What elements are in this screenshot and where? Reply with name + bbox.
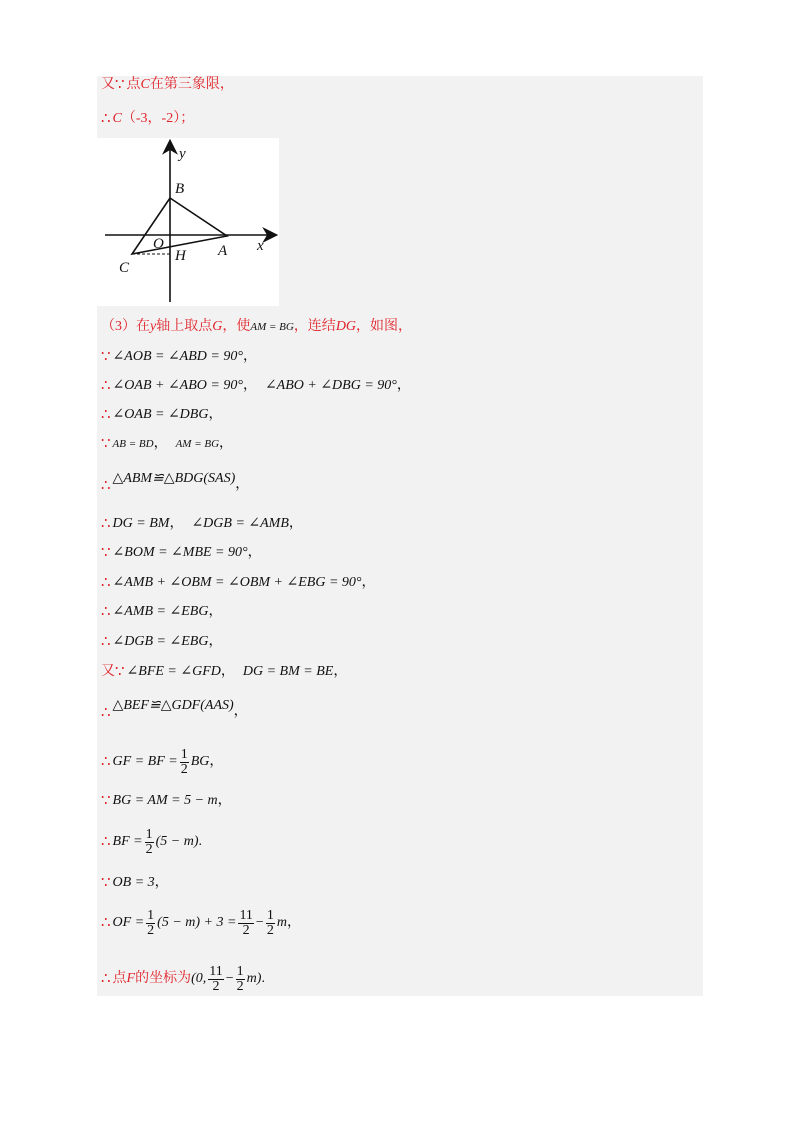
fraction — [180, 748, 189, 777]
equation: m — [276, 915, 287, 930]
fraction — [238, 909, 253, 938]
var: DG — [335, 319, 357, 334]
therefore-symbol: ∴ — [101, 754, 111, 770]
equation: ∠DGB = ∠EBG — [112, 634, 209, 649]
text: ，使 — [222, 319, 251, 334]
numerator: 1 — [266, 907, 274, 923]
denominator: 2 — [147, 922, 155, 938]
label-b: B — [175, 181, 185, 197]
denominator: 2 — [236, 978, 244, 994]
numerator: 1 — [180, 746, 188, 762]
punct: ， — [235, 477, 250, 492]
punct: ， — [220, 664, 235, 679]
line-19 — [101, 874, 169, 892]
punct: ， — [286, 915, 301, 930]
equation: ∠DGB = ∠AMB — [191, 516, 289, 531]
line-1 — [101, 76, 234, 94]
punct: ， — [333, 664, 348, 679]
label-a: A — [218, 243, 228, 259]
fraction — [146, 909, 155, 938]
equation: ∠AMB = ∠EBG — [112, 604, 209, 619]
triangle-diagram — [97, 138, 279, 306]
label-x: x — [257, 238, 264, 254]
denominator: 2 — [145, 841, 153, 857]
text: 点 — [112, 971, 127, 986]
fraction — [145, 828, 154, 857]
line-13 — [101, 633, 222, 651]
punct: ， — [288, 516, 303, 531]
therefore-symbol: ∴ — [101, 971, 111, 987]
therefore-symbol: ∴ — [101, 516, 111, 532]
punct: ， — [219, 436, 234, 451]
text: 又 — [101, 77, 115, 92]
denominator: 2 — [180, 761, 188, 777]
therefore-symbol: ∴ — [101, 634, 111, 650]
label-h: H — [175, 248, 186, 264]
because-symbol: ∵ — [101, 875, 111, 891]
equation: ∠OAB = ∠DBG — [112, 407, 209, 422]
punct: ， — [169, 516, 184, 531]
therefore-symbol: ∴ — [101, 111, 111, 127]
equation: ∠OAB + ∠ABO = 90° — [112, 378, 243, 393]
therefore-symbol: ∴ — [101, 604, 111, 620]
label-o: O — [153, 236, 164, 252]
therefore-symbol: ∴ — [101, 575, 111, 591]
minus-sign: − — [225, 971, 234, 986]
minus-sign: − — [255, 915, 264, 930]
line-7 — [101, 435, 233, 453]
line-6 — [101, 406, 222, 424]
numerator: 1 — [236, 963, 244, 979]
var: C — [140, 77, 150, 92]
equation: DG = BM — [112, 516, 170, 531]
because-symbol: ∵ — [115, 664, 125, 680]
text: （-3，-2）； — [121, 111, 195, 126]
fraction — [236, 965, 245, 994]
equation: △BEF≌△GDF(AAS) — [112, 698, 234, 713]
equation: (0, — [191, 971, 207, 986]
equation: DG = BM = BE — [242, 664, 334, 679]
line-9 — [101, 515, 303, 533]
equation: (5 − m) + 3 = — [157, 915, 237, 930]
punct: ， — [209, 754, 224, 769]
punct: ， — [233, 704, 248, 719]
punct: ， — [242, 378, 257, 393]
var: y — [150, 319, 157, 334]
because-symbol: ∵ — [101, 793, 111, 809]
label-c: C — [119, 260, 130, 276]
therefore-symbol: ∴ — [101, 378, 111, 394]
therefore-symbol: ∴ — [101, 705, 111, 721]
text: 的坐标为 — [135, 971, 192, 986]
text: 点 — [126, 77, 141, 92]
punct: ， — [242, 349, 257, 364]
line-5 — [101, 377, 411, 395]
punct: ， — [208, 604, 223, 619]
therefore-symbol: ∴ — [101, 407, 111, 423]
numerator: 11 — [239, 907, 253, 923]
punct: ， — [153, 436, 168, 451]
line-8 — [101, 466, 249, 492]
equation: BG — [190, 754, 210, 769]
punct: . — [198, 834, 202, 849]
punct: ， — [154, 875, 169, 890]
numerator: 1 — [147, 907, 155, 923]
text: 轴上取点 — [156, 319, 213, 334]
line-18 — [101, 826, 202, 858]
var: C — [112, 111, 122, 126]
equation: △ABM≌△BDG(SAS) — [112, 471, 236, 486]
punct: ， — [396, 378, 411, 393]
line-16 — [101, 746, 223, 778]
equation: AM = BG — [175, 438, 220, 450]
line-2 — [101, 110, 194, 128]
line-4 — [101, 348, 257, 366]
line-14 — [101, 663, 347, 681]
therefore-symbol: ∴ — [101, 915, 111, 931]
line-20 — [101, 906, 301, 940]
punct: ， — [361, 575, 376, 590]
text: ，连结 — [293, 319, 336, 334]
equation: ∠AMB + ∠OBM = ∠OBM + ∠EBG = 90° — [112, 575, 362, 590]
because-symbol: ∵ — [115, 77, 125, 93]
line-11 — [101, 574, 375, 592]
triangle-abc — [132, 198, 227, 254]
punct: . — [261, 971, 265, 986]
equation: BG = AM = 5 − m — [112, 793, 218, 808]
equation: AB = BD — [112, 438, 154, 450]
denominator: 2 — [242, 922, 250, 938]
therefore-symbol: ∴ — [101, 834, 111, 850]
equation: OB = 3 — [112, 875, 155, 890]
equation: ∠BFE = ∠GFD — [126, 664, 221, 679]
line-21 — [101, 962, 265, 996]
line-12 — [101, 603, 222, 621]
because-symbol: ∵ — [101, 545, 111, 561]
equation: OF = — [112, 915, 145, 930]
equation: ∠BOM = ∠MBE = 90° — [112, 545, 248, 560]
numerator: 1 — [145, 826, 153, 842]
line-17 — [101, 792, 232, 810]
line-3 — [101, 318, 412, 336]
because-symbol: ∵ — [101, 349, 111, 365]
text: 又 — [101, 664, 115, 679]
equation: m) — [246, 971, 262, 986]
line-15 — [101, 693, 248, 719]
equation: (5 − m) — [155, 834, 199, 849]
equation: GF = BF = — [112, 754, 178, 769]
label-y: y — [179, 146, 186, 162]
equation: BF = — [112, 834, 143, 849]
var: F — [126, 971, 136, 986]
punct: ， — [247, 545, 262, 560]
therefore-symbol: ∴ — [101, 478, 111, 494]
numerator: 11 — [209, 963, 223, 979]
punct: ， — [208, 407, 223, 422]
equation: ∠ABO + ∠DBG = 90° — [264, 378, 397, 393]
text: ，如图， — [356, 319, 413, 334]
fraction — [266, 909, 275, 938]
fraction — [208, 965, 223, 994]
text: （3）在 — [101, 319, 150, 334]
punct: ， — [208, 634, 223, 649]
line-10 — [101, 544, 262, 562]
punct: ， — [217, 793, 232, 808]
denominator: 2 — [212, 978, 220, 994]
equation: ∠AOB = ∠ABD = 90° — [112, 349, 243, 364]
because-symbol: ∵ — [101, 436, 111, 452]
text: 在第三象限， — [149, 77, 234, 92]
coordinate-figure — [97, 138, 279, 306]
denominator: 2 — [266, 922, 274, 938]
equation: AM = BG — [250, 321, 294, 333]
var: G — [212, 319, 223, 334]
